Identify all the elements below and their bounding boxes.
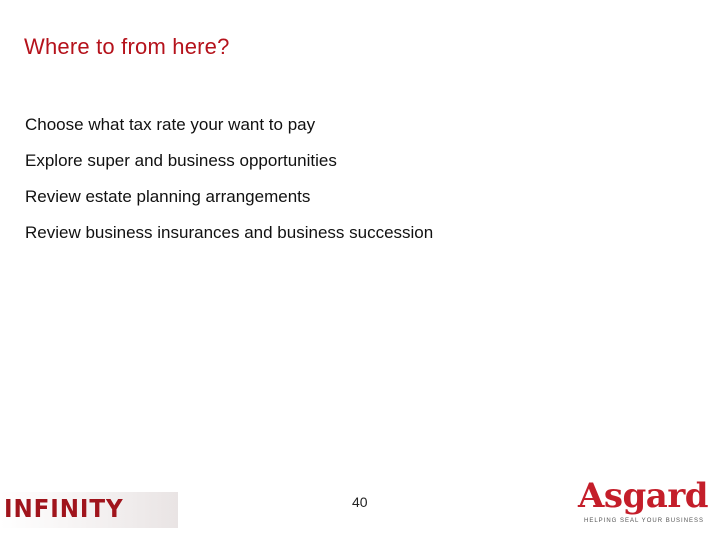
bullet-item: Review estate planning arrangements <box>25 187 311 206</box>
asgard-logo-tagline: HELPING SEAL YOUR BUSINESS <box>584 518 705 524</box>
infinity-logo <box>0 492 178 528</box>
bullet-list <box>25 113 433 257</box>
page-number: 40 <box>352 494 368 510</box>
asgard-logo-name: Asgard <box>578 476 709 516</box>
infinity-logo-text: INFINITY <box>4 494 124 523</box>
bullet-item: Explore super and business opportunities <box>25 151 337 170</box>
bullet-item: Choose what tax rate your want to pay <box>25 115 316 134</box>
bullet-item: Review business insurances and business succession <box>25 223 434 242</box>
slide-title: Where to from here? <box>24 34 230 59</box>
asgard-logo <box>578 476 709 530</box>
